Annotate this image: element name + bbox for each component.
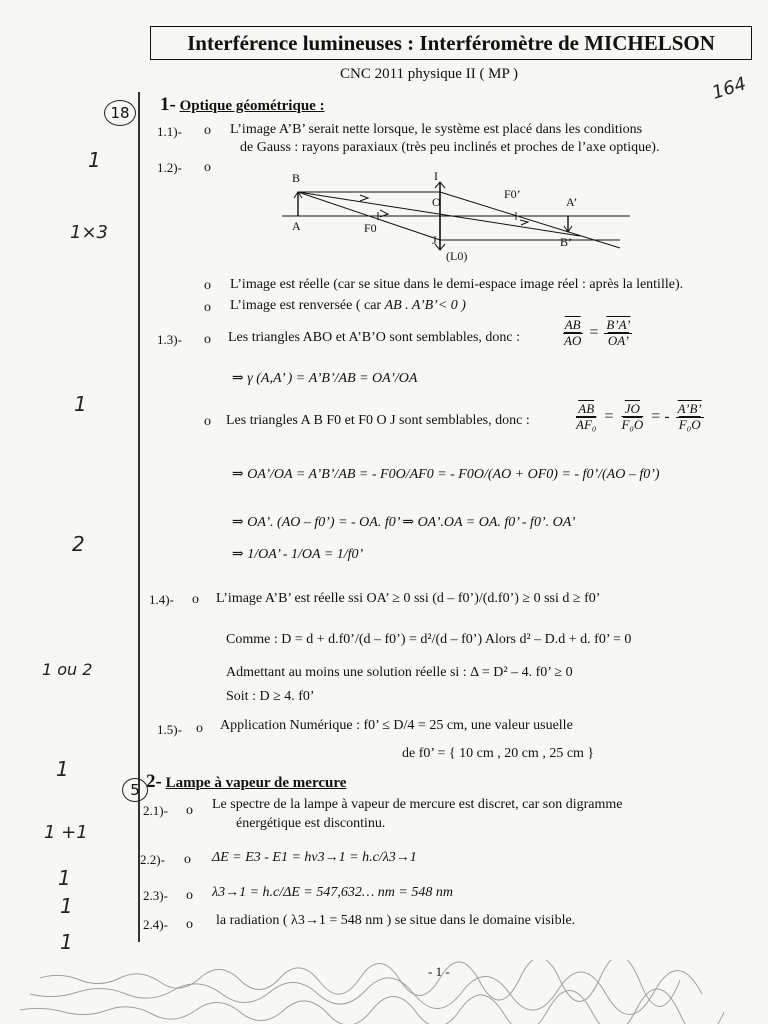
page-number: - 1 - [428, 964, 450, 979]
q-1-5-text-1: Application Numérique : f0’ ≤ D/4 = 25 cm, une valeur usuelle [220, 718, 573, 733]
bullet: o [186, 888, 193, 903]
bullet: o [184, 852, 191, 867]
q-1-2-label: 1.2)- [157, 160, 182, 175]
q-2-1-text-2: énergétique est discontinu. [236, 816, 386, 831]
q-1-4-text-1: L’image A’B’ est réelle ssi OA’ ≥ 0 ssi (d – f0’)/(d.f0’) ≥ 0 ssi d ≥ f0’ [216, 591, 601, 606]
q-1-2-bullet-1: L’image est réelle (car se situe dans le demi-espace image réel : après la lentille). [230, 277, 684, 292]
q-1-4-text-2: Comme : D = d + d.f0’/(d – f0’) = d²/(d – f0’) Alors d² – D.d + d. f0’ = 0 [226, 632, 632, 647]
score-circle-1: 18 [104, 100, 136, 126]
q-1-2-bullet-2: L’image est renversée ( car AB . A’B’< 0 ) [230, 298, 466, 313]
bullet: o [186, 803, 193, 818]
bullet: o [204, 414, 211, 429]
document-subtitle: CNC 2011 physique II ( MP ) [340, 66, 519, 82]
q-2-4-text: la radiation ( λ3→1 = 548 nm ) se situe dans le domaine visible. [216, 913, 576, 928]
handwritten-page-mark: 164 [709, 73, 749, 104]
bullet: o [204, 332, 211, 347]
bullet: o [204, 160, 211, 175]
q-1-3-eq-4: ⇒ 1/OA’ - 1/OA = 1/f0’ [232, 547, 364, 562]
formula-ab-ao: $\frac{\overline{AB}}{AO}$ = $\frac{B’A’}{OA’}$ [564, 317, 631, 348]
ray-arrow [520, 220, 528, 225]
q-2-4-label: 2.4)- [143, 917, 168, 932]
q-2-1-label: 2.1)- [143, 803, 168, 818]
margin-note: 1 +1 [44, 822, 88, 843]
q-1-1-text: L’image A’B’ serait nette lorsque, le système est placé dans les conditions [230, 122, 643, 137]
q-1-3-eq-3: ⇒ OA’. (AO – f0’) = - OA. f0’ ⇒ OA’.OA = OA. f0’ - f0’. OA’ [232, 515, 576, 530]
bullet: o [204, 123, 211, 138]
label-B: B [292, 171, 301, 185]
margin-note: 1 [58, 866, 71, 890]
q-1-3-text-2: Les triangles A B F0 et F0 O J sont semblables, donc : [226, 413, 530, 428]
margin-line [138, 92, 140, 942]
document-title: Interférence lumineuses : Interféromètre de MICHELSON [150, 26, 752, 60]
margin-note: 1 [60, 930, 73, 954]
lens-diagram [280, 168, 640, 266]
margin-note: 1×3 [70, 222, 108, 243]
bullet: o [204, 300, 211, 315]
bullet: o [192, 592, 199, 607]
margin-note: 1 [74, 392, 87, 416]
q-1-3-text-1: Les triangles ABO et A’B’O sont semblables, donc : [228, 330, 521, 345]
label-F0: F0 [364, 221, 377, 235]
q-1-4-text-3: Admettant au moins une solution réelle si : Δ = D² – 4. f0’ ≥ 0 [226, 665, 573, 680]
q-1-3-label: 1.3)- [157, 332, 182, 347]
section-2-heading: 2- Lampe à vapeur de mercure [146, 771, 347, 792]
q-1-4-text-4: Soit : D ≥ 4. f0’ [226, 689, 315, 704]
label-Ap: A’ [566, 195, 578, 209]
q-2-1-text-1: Le spectre de la lampe à vapeur de mercure est discret, car son digramme [212, 797, 623, 812]
label-F0p: F0’ [504, 187, 521, 201]
label-A: A [292, 219, 301, 233]
ray-arrow [360, 195, 368, 201]
q-1-4-label: 1.4)- [149, 592, 174, 607]
margin-note: 1 [88, 148, 101, 172]
margin-note: 2 [72, 532, 85, 556]
margin-note: 1 [60, 894, 73, 918]
q-1-1-label: 1.1)- [157, 124, 182, 139]
formula-triangles: $\frac{\overline{AB}}{\text{AF₀}}$ = $\frac{\overline{JO}}{\text{F₀O}}$ = - $\frac{A’B’}{\text{F₀O}}$ [576, 401, 702, 432]
label-I: I [434, 169, 438, 183]
q-1-5-text-2: de f0’ = { 10 cm , 20 cm , 25 cm } [402, 746, 595, 761]
q-1-1-text-2: de Gauss : rayons paraxiaux (très peu inclinés et proches de l’axe optique). [240, 140, 660, 155]
bullet: o [186, 917, 193, 932]
label-O: O [432, 195, 441, 209]
scan-noise [0, 960, 768, 1024]
bullet: o [196, 721, 203, 736]
q-2-2-text: ΔE = E3 - E1 = hν3→1 = h.c/λ3→1 [212, 850, 417, 865]
margin-note: 1 ou 2 [42, 660, 93, 679]
q-1-3-eq-1: ⇒ γ (A,A’ ) = A’B’/AB = OA’/OA [232, 371, 418, 386]
label-L0: (L0) [446, 249, 468, 263]
margin-note: 1 [56, 757, 69, 781]
q-2-3-text: λ3→1 = h.c/ΔE = 547,632… nm = 548 nm [212, 885, 453, 900]
section-1-heading: 1- Optique géométrique : [160, 94, 325, 115]
bullet: o [204, 278, 211, 293]
q-1-5-label: 1.5)- [157, 722, 182, 737]
score-circle-2: 5 [122, 778, 148, 802]
label-Bp: B’ [560, 235, 572, 249]
q-1-3-eq-2: ⇒ OA’/OA = A’B’/AB = - F0O/AF0 = - F0O/(AO + OF0) = - f0’/(AO – f0’) [232, 467, 660, 482]
q-2-3-label: 2.3)- [143, 888, 168, 903]
label-J: J [432, 233, 437, 247]
q-2-2-label: 2.2)- [140, 852, 165, 867]
